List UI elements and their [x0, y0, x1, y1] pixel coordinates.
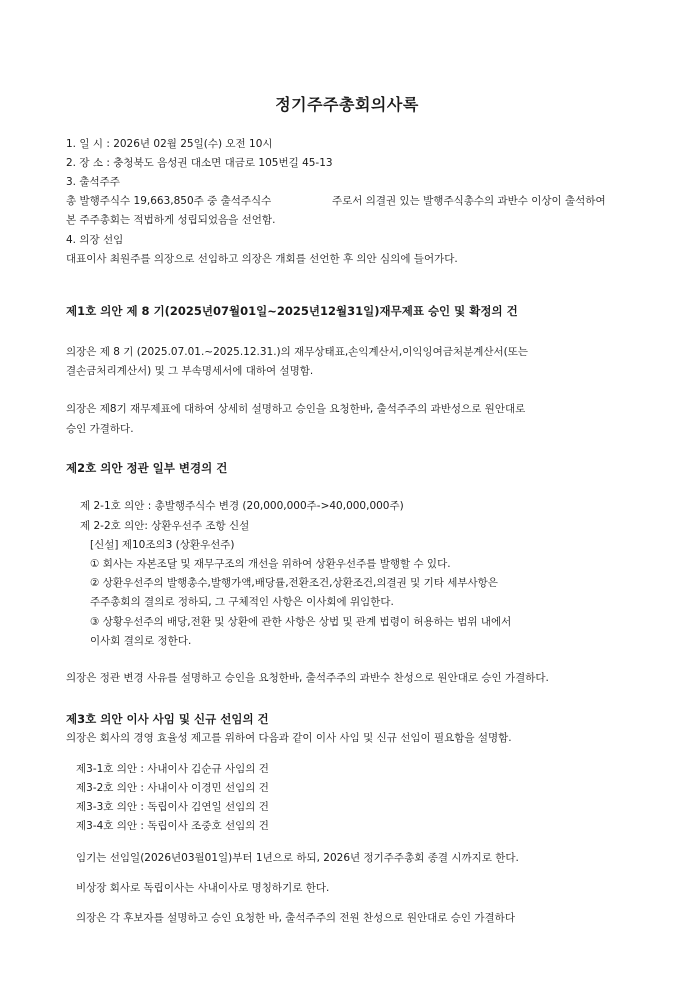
agenda3-item: 제3-4호 의안 : 독립이사 조중호 선임의 건	[76, 820, 269, 832]
document-title: 정기주주총회의사록	[275, 95, 419, 114]
agenda2-new-clause: [신설] 제10조의3 (상환우선주)	[90, 539, 235, 551]
agenda3-term: 임기는 선임일(2026년03월01일)부터 1년으로 하되, 2026년 정기주주총회 종결 시까지로 한다.	[76, 852, 519, 864]
attendance-line-right: 주로서 의결권 있는 발행주식총수의 과반수 이상이 출석하여	[332, 195, 606, 207]
meeting-date: 1. 일 시 : 2026년 02월 25일(수) 오전 10시	[66, 138, 273, 150]
agenda1-p1-line1: 의장은 제 8 기 (2025.07.01.~2025.12.31.)의 재무상태표,손익계산서,이익잉여금처분계산서(또는	[66, 346, 529, 358]
chair-line: 대표이사 최원주를 의장으로 선임하고 의장은 개회를 선언한 후 의안 심의에 들어가다.	[66, 253, 458, 265]
chair-heading: 4. 의장 선임	[66, 234, 124, 246]
agenda1-p2-line1: 의장은 제8기 재무제표에 대하여 상세히 설명하고 승인을 요청한바, 출석주주의 과반성으로 원안대로	[66, 403, 526, 415]
agenda2-item1: 제 2-1호 의안 : 총발행주식수 변경 (20,000,000주->40,000,000주)	[80, 500, 404, 512]
attendance-line2: 본 주주총회는 적법하게 성립되었음을 선언함.	[66, 214, 276, 226]
agenda1-p2-line2: 승인 가결하다.	[66, 423, 134, 435]
agenda1-heading: 제1호 의안 제 8 기(2025년07월01일~2025년12월31일)재무제표 승인 및 확정의 건	[66, 304, 518, 318]
agenda3-conclusion: 의장은 각 후보자를 설명하고 승인 요청한 바, 출석주주의 전원 찬성으로 원안대로 승인 가결하다	[76, 912, 515, 924]
attendance-line-left: 총 발행주식수 19,663,850주 중 출석주식수	[66, 195, 272, 207]
agenda3-item: 제3-2호 의안 : 사내이사 이경민 선임의 건	[76, 782, 269, 794]
agenda3-naming: 비상장 회사로 독립이사는 사내이사로 명칭하기로 한다.	[76, 882, 330, 894]
agenda2-clause1: ① 회사는 자본조달 및 재무구조의 개선을 위하여 상환우선주를 발행할 수 있다.	[90, 558, 451, 570]
agenda2-clause2-line1: ② 상환우선주의 발행총수,발행가액,배당률,전환조건,상환조건,의결권 및 기타 세부사항은	[90, 577, 498, 589]
attendance-heading: 3. 출석주주	[66, 176, 120, 188]
agenda3-intro: 의장은 회사의 경영 효율성 제고를 위하여 다음과 같이 이사 사임 및 신규 선임이 필요함을 설명함.	[66, 732, 512, 744]
agenda2-conclusion: 의장은 정관 변경 사유를 설명하고 승인을 요청한바, 출석주주의 과반수 찬성으로 원안대로 승인 가결하다.	[66, 672, 549, 684]
agenda2-clause3-line1: ③ 상황우선주의 배당,전환 및 상환에 관한 사항은 상법 및 관계 법령이 허용하는 범위 내에서	[90, 616, 512, 628]
agenda2-item2: 제 2-2호 의안: 상환우선주 조항 신설	[80, 520, 250, 532]
agenda2-clause2-line2: 주주총회의 결의로 정하되, 그 구체적인 사항은 이사회에 위임한다.	[90, 596, 394, 608]
agenda1-p1-line2: 결손금처리계산서) 및 그 부속명세서에 대하여 설명함.	[66, 365, 314, 377]
agenda2-heading: 제2호 의안 정관 일부 변경의 건	[66, 461, 228, 475]
agenda3-item: 제3-3호 의안 : 독립이사 김연일 선임의 건	[76, 801, 269, 813]
agenda3-heading: 제3호 의안 이사 사임 및 신규 선임의 건	[66, 712, 269, 726]
meeting-place: 2. 장 소 : 충청북도 음성권 대소면 대금로 105번길 45-13	[66, 157, 333, 169]
agenda2-clause3-line2: 이사회 결의로 정한다.	[90, 635, 192, 647]
agenda3-item: 제3-1호 의안 : 사내이사 김순규 사임의 건	[76, 763, 269, 775]
